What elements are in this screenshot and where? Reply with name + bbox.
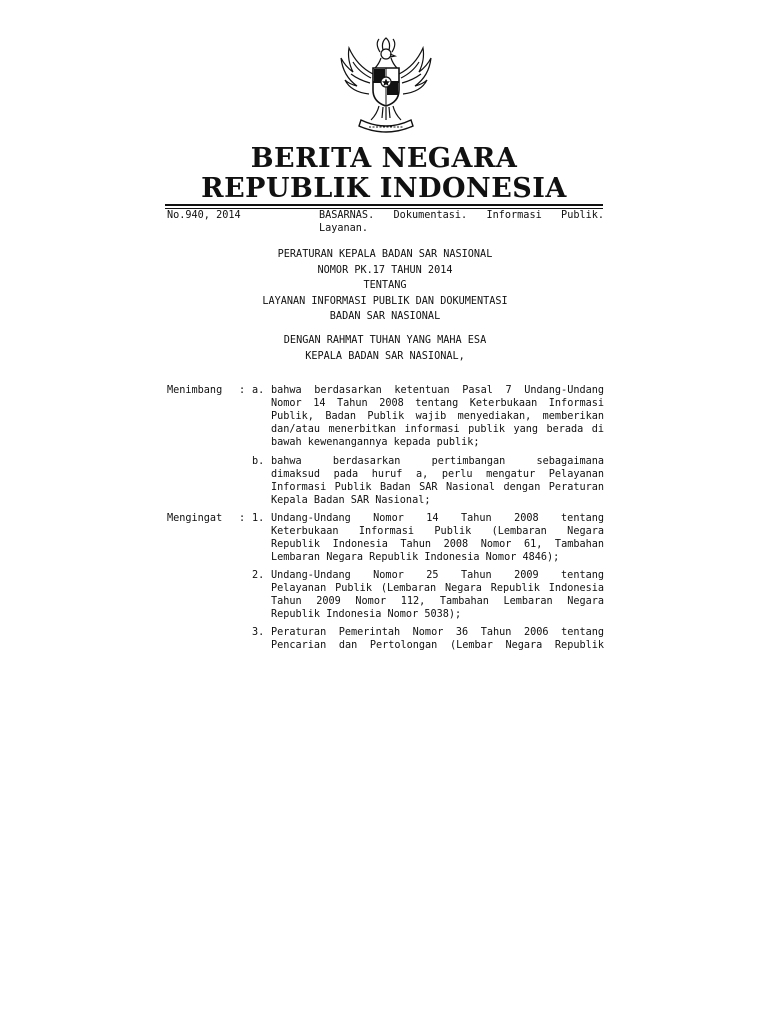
item-line: Lembaran Negara Republik Indonesia Nomor 4846);	[271, 552, 560, 563]
menimbang-item-b	[252, 455, 604, 507]
item-marker: 1.	[252, 513, 265, 524]
heading-line: NOMOR PK.17 TAHUN 2014	[317, 264, 453, 276]
heading-line: PERATURAN KEPALA BADAN SAR NASIONAL	[277, 249, 493, 260]
masthead-subtitle: REPUBLIK INDONESIA	[201, 173, 567, 204]
item-text	[271, 384, 604, 449]
item-marker: 2.	[252, 570, 265, 581]
item-line: bawah kewenangannya kepada publik;	[271, 437, 480, 448]
item-line: Keterbukaan Informasi Publik (Lembaran Negara	[271, 526, 604, 537]
heading-line: LAYANAN INFORMASI PUBLIK DAN DOKUMENTASI	[262, 295, 508, 307]
item-text	[271, 512, 604, 564]
garuda-emblem	[335, 36, 437, 136]
heading-line: TENTANG	[363, 280, 407, 291]
mengingat-label: Mengingat	[167, 513, 223, 524]
item-line: Pelayanan Publik (Lembaran Negara Republik Indonesia	[271, 583, 604, 594]
mengingat-colon: :	[239, 513, 246, 524]
regulation-heading	[165, 247, 605, 325]
item-line: Undang-Undang Nomor 14 Tahun 2008 tentang	[271, 513, 604, 524]
item-text	[271, 455, 604, 507]
item-line: Tahun 2009 Nomor 112, Tambahan Lembaran Negara	[271, 596, 604, 607]
item-line: Peraturan Pemerintah Nomor 36 Tahun 2006 tentang	[271, 627, 604, 638]
item-line: bahwa berdasarkan pertimbangan sebagaimana	[271, 456, 604, 467]
item-line: dan/atau menerbitkan informasi publik yang berada di	[271, 424, 604, 435]
item-line: Informasi Publik Badan SAR Nasional dengan Peraturan	[271, 482, 604, 493]
mengingat-item-1	[252, 512, 604, 564]
item-line: Nomor 14 Tahun 2008 tentang Keterbukaan Informasi	[271, 398, 604, 409]
document-number: No.940, 2014	[167, 210, 241, 221]
menimbang-label: Menimbang	[167, 385, 223, 396]
item-text	[271, 569, 604, 621]
item-text	[271, 626, 604, 652]
preamble-line: KEPALA BADAN SAR NASIONAL,	[305, 350, 465, 362]
heading-line: BADAN SAR NASIONAL	[329, 311, 441, 322]
item-marker: 3.	[252, 627, 265, 638]
mengingat-item-3	[252, 626, 604, 652]
item-line: bahwa berdasarkan ketentuan Pasal 7 Undang-Undang	[271, 385, 604, 396]
item-line: Publik, Badan Publik wajib menyediakan, memberikan	[271, 411, 604, 422]
item-line: Undang-Undang Nomor 25 Tahun 2009 tentang	[271, 570, 604, 581]
document-subject: BASARNAS. Dokumentasi. Informasi Publik. Layanan.	[319, 210, 604, 234]
menimbang-colon: :	[239, 385, 246, 396]
item-marker: b.	[252, 456, 265, 467]
item-line: Pencarian dan Pertolongan (Lembar Negara Republik	[271, 640, 604, 651]
masthead-title: BERITA NEGARA	[250, 143, 518, 174]
item-line: Kepala Badan SAR Nasional;	[271, 495, 431, 506]
preamble	[165, 333, 605, 364]
preamble-line: DENGAN RAHMAT TUHAN YANG MAHA ESA	[283, 335, 487, 346]
menimbang-item-a	[252, 384, 604, 449]
mengingat-item-2	[252, 569, 604, 621]
item-line: Republik Indonesia Nomor 5038);	[271, 609, 462, 620]
masthead-rule-thick	[165, 204, 603, 206]
item-line: Republik Indonesia Tahun 2008 Nomor 61, Tambahan	[271, 539, 604, 550]
item-marker: a.	[252, 385, 265, 396]
item-line: dimaksud pada huruf a, perlu mengatur Pelayanan	[271, 469, 604, 480]
